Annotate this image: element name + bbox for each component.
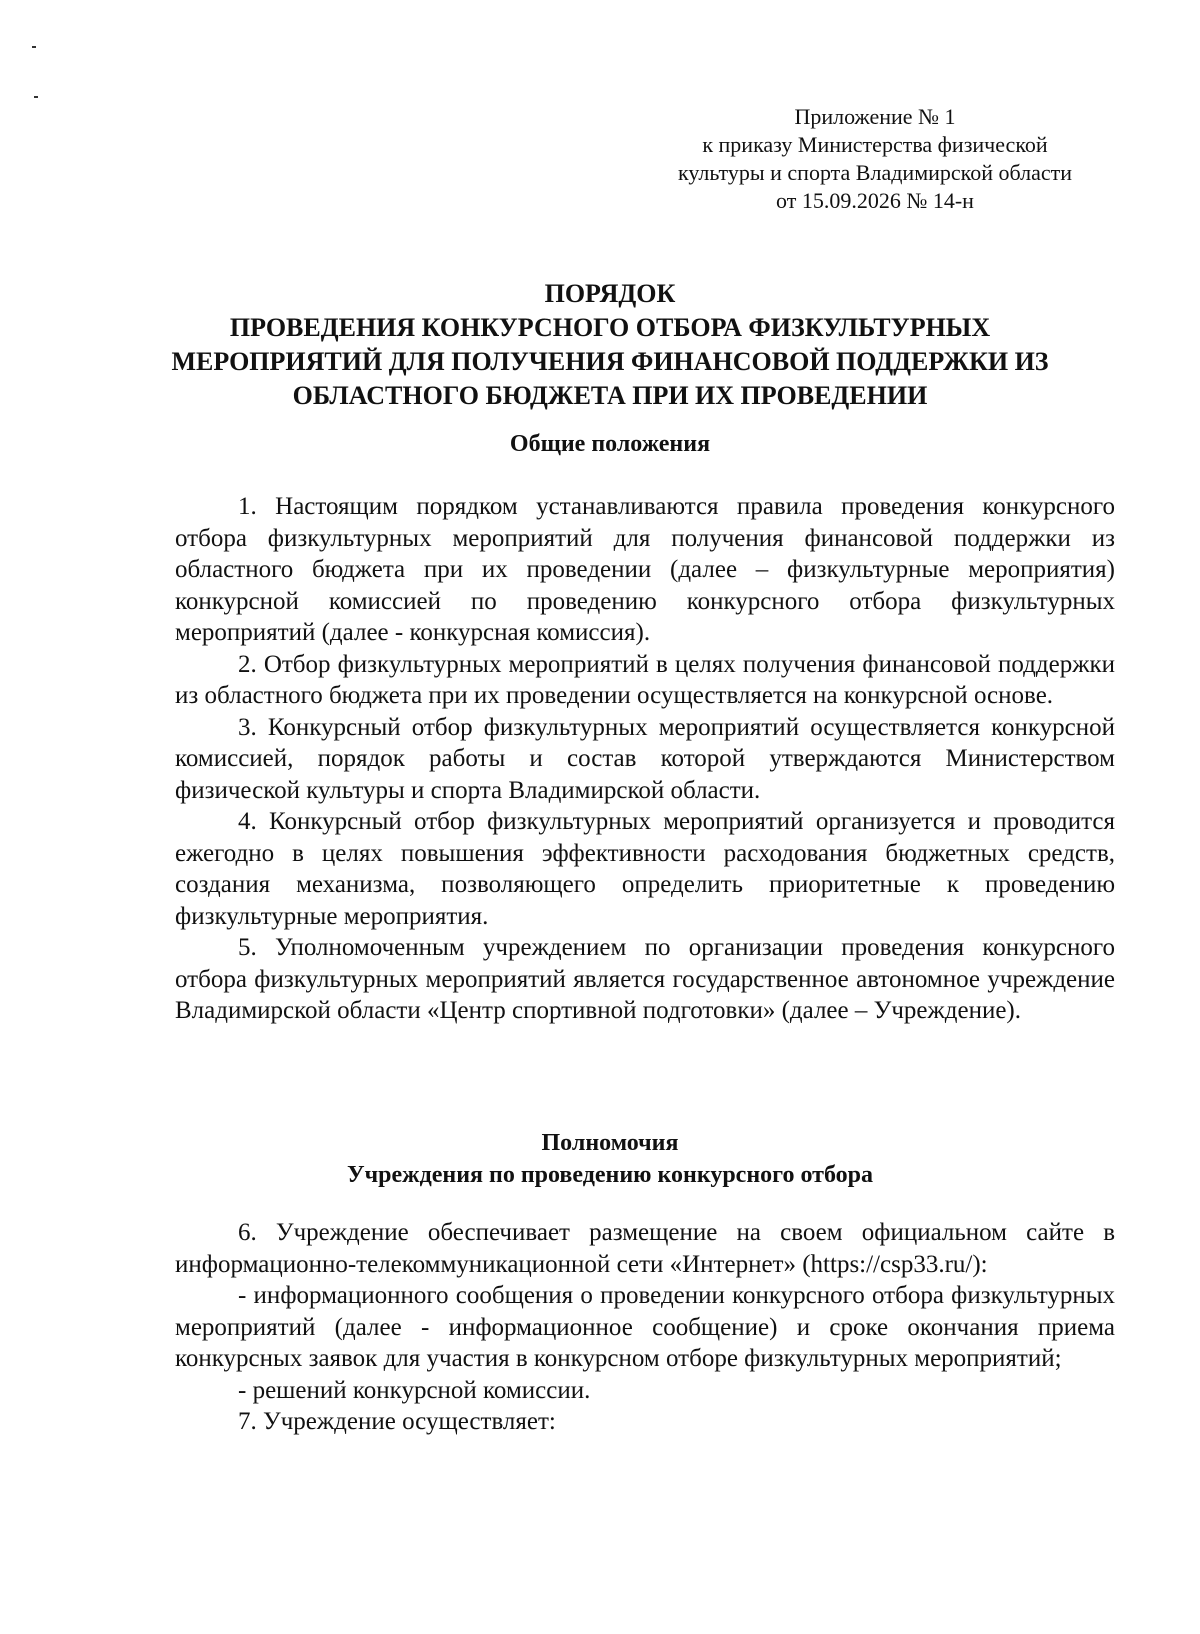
title-line: ОБЛАСТНОГО БЮДЖЕТА ПРИ ИХ ПРОВЕДЕНИИ — [292, 381, 928, 410]
section-body-powers — [175, 1217, 1115, 1438]
paragraph: - решений конкурсной комиссии. — [238, 1376, 591, 1404]
section-heading-general — [140, 428, 1080, 460]
appendix-line: к приказу Министерства физической — [702, 132, 1048, 157]
scan-mark — [32, 46, 36, 48]
section-heading-text: Учреждения по проведению конкурсного отбора — [347, 1162, 873, 1188]
title-line: ПРОВЕДЕНИЯ КОНКУРСНОГО ОТБОРА ФИЗКУЛЬТУРНЫХ — [229, 313, 991, 342]
title-line: ПОРЯДОК — [544, 279, 676, 308]
paragraph: 3. Конкурсный отбор физкультурных мероприятий осуществляется конкурсной комиссией, порядок работы и состав которой утверждаются Министерством физической культуры и спорта Владимирской области. — [175, 713, 1115, 804]
appendix-header — [640, 103, 1110, 215]
document-title — [140, 277, 1080, 413]
paragraph: 7. Учреждение осуществляет: — [238, 1408, 556, 1435]
section-heading-text: Полномочия — [541, 1130, 679, 1156]
appendix-line: Приложение № 1 — [794, 104, 956, 129]
paragraph: 5. Уполномоченным учреждением по организации проведения конкурсного отбора физкультурных мероприятий является государственное автономное учреждение Владимирской области «Центр спортивной подготовки» (далее – Учреждение). — [175, 934, 1115, 1024]
paragraph: 4. Конкурсный отбор физкультурных мероприятий организуется и проводится ежегодно в целях повышения эффективности расходования бюджетных средств, создания механизма, позволяющего определить приоритетные к проведению физкультурные мероприятия. — [175, 808, 1115, 930]
paragraph: 6. Учреждение обеспечивает размещение на своем официальном сайте в информационно-телекоммуникационной сети «Интернет» (https://csp33.ru/): — [175, 1219, 1115, 1278]
appendix-line: культуры и спорта Владимирской области — [677, 160, 1073, 185]
paragraph: 2. Отбор физкультурных мероприятий в целях получения финансовой поддержки из областного бюджета при их проведении осуществляется на конкурсной основе. — [175, 650, 1115, 709]
section-body-general — [175, 491, 1115, 1027]
paragraph: - информационного сообщения о проведении конкурсного отбора физкультурных мероприятий (далее - информационное сообщение) и сроке окончания приема конкурсных заявок для участия в конкурсном отборе физкультурных мероприятий; — [175, 1282, 1115, 1372]
paragraph: 1. Настоящим порядком устанавливаются правила проведения конкурсного отбора физкультурных мероприятий для получения финансовой поддержки из областного бюджета при их проведении (далее – физкультурные мероприятия) конкурсной комиссией по проведению конкурсного отбора физкультурных мероприятий (далее - конкурсная комиссия). — [175, 493, 1115, 646]
section-heading-powers — [140, 1127, 1080, 1191]
appendix-line: от 15.09.2026 № 14-н — [776, 188, 974, 213]
section-heading-text: Общие положения — [509, 431, 711, 457]
title-line: МЕРОПРИЯТИЙ ДЛЯ ПОЛУЧЕНИЯ ФИНАНСОВОЙ ПОДДЕРЖКИ ИЗ — [171, 347, 1049, 376]
scan-mark — [34, 96, 38, 98]
